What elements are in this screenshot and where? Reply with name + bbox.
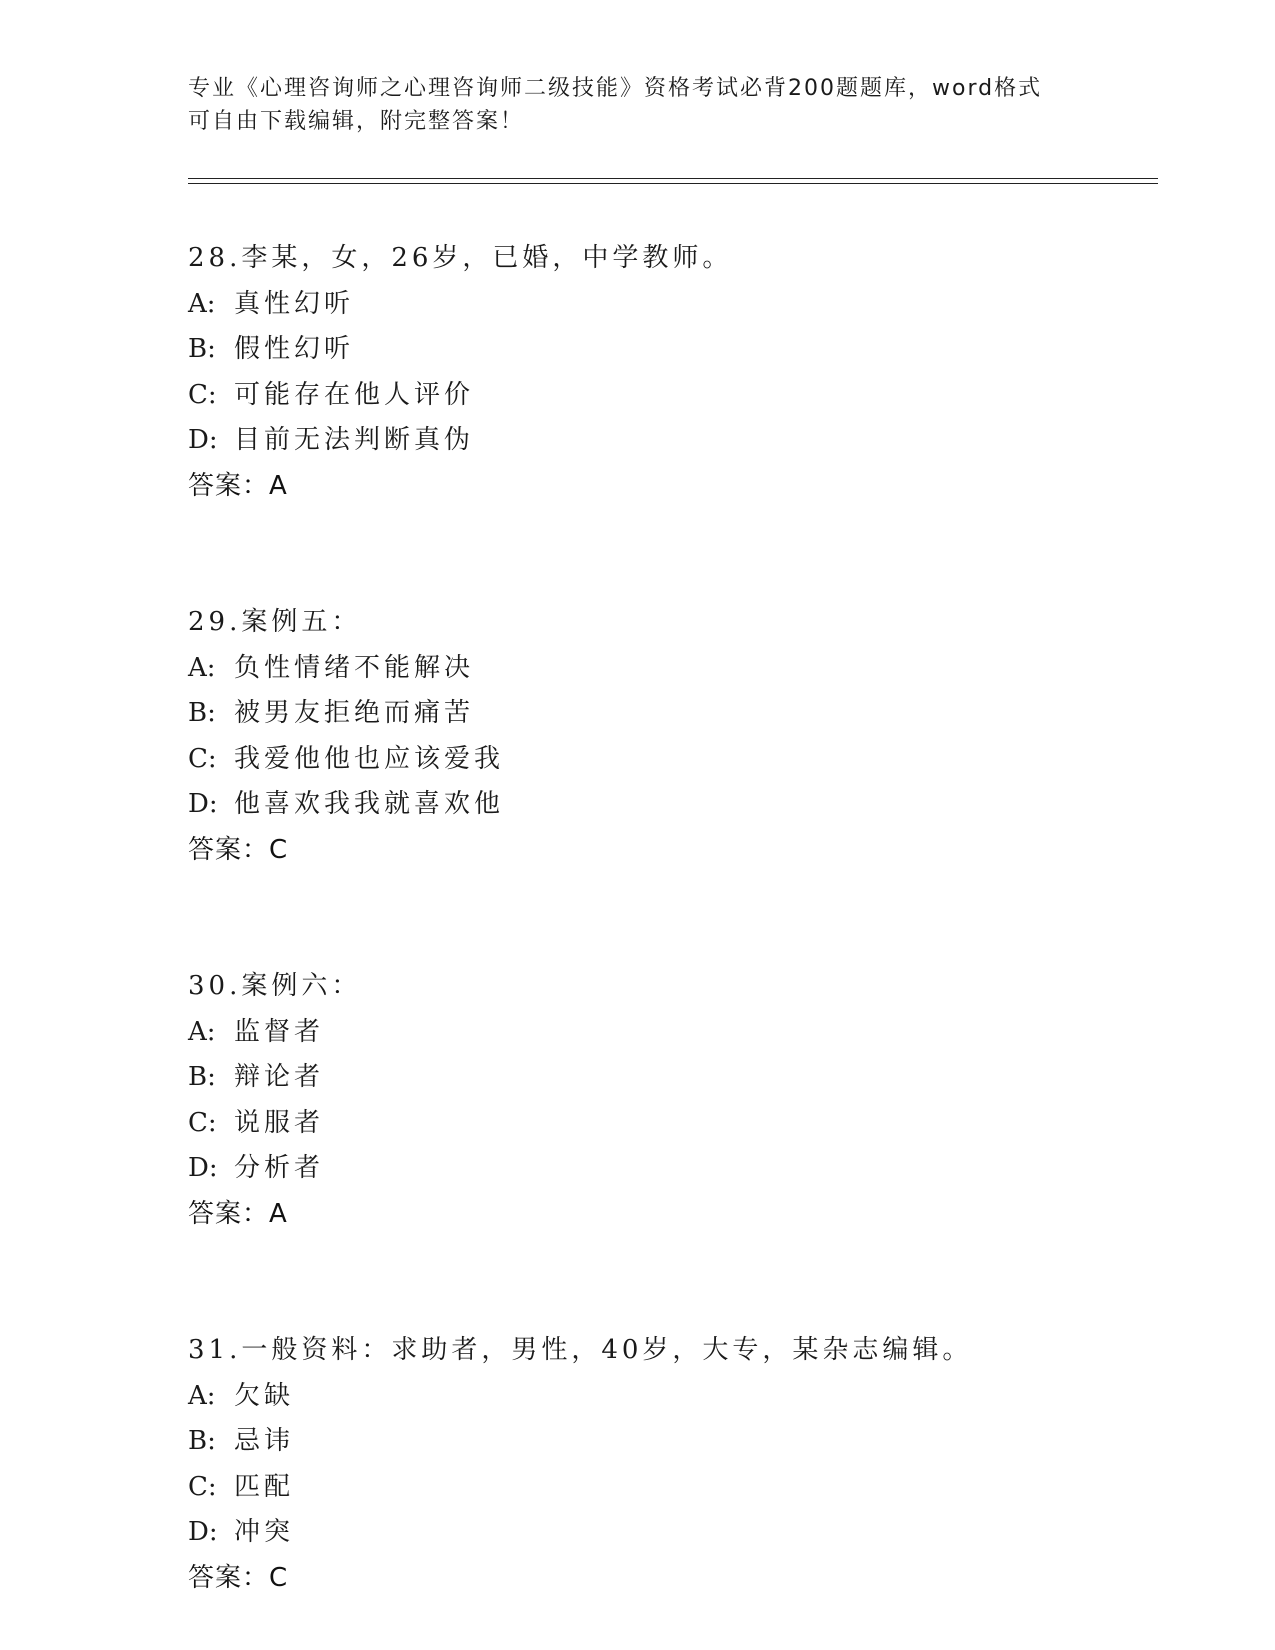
- option-text: 我爱他他也应该爱我: [234, 743, 505, 774]
- option-key: A:: [188, 1016, 216, 1047]
- option-key: B:: [188, 334, 216, 364]
- option-d: [188, 1510, 1168, 1556]
- option-text: 他喜欢我我就喜欢他: [234, 789, 505, 819]
- option-d: [188, 782, 1168, 828]
- question-item: [188, 600, 1168, 873]
- option-text: 真性幻听: [234, 288, 355, 319]
- header-title-line-1: 专业《心理咨询师之心理咨询师二级技能》资格考试必背200题题库，word格式: [188, 76, 1043, 101]
- option-key: C:: [188, 743, 217, 774]
- question-item: [188, 1328, 1168, 1601]
- option-text: 被男友拒绝而痛苦: [234, 698, 475, 728]
- option-key: D:: [188, 789, 218, 819]
- answer-line: 答案：C: [188, 834, 289, 865]
- header-divider-top: [188, 178, 1158, 179]
- question-list: [188, 236, 1168, 1601]
- option-key: A:: [188, 288, 216, 319]
- question-spacer: [188, 873, 1168, 964]
- option-b: [188, 1419, 1168, 1465]
- question-stem: 29.案例五：: [188, 607, 362, 637]
- option-key: C:: [188, 379, 217, 410]
- answer-line: 答案：A: [188, 1198, 288, 1229]
- option-a: [188, 1374, 1168, 1420]
- option-c: [188, 1101, 1168, 1147]
- option-text: 假性幻听: [234, 334, 355, 364]
- option-text: 负性情绪不能解决: [234, 652, 475, 683]
- option-key: B:: [188, 698, 216, 728]
- option-text: 冲突: [234, 1517, 295, 1547]
- option-text: 监督者: [234, 1016, 325, 1047]
- question-spacer: [188, 509, 1168, 600]
- option-key: D:: [188, 1153, 218, 1183]
- header-divider-bottom: [188, 183, 1158, 184]
- option-a: [188, 1010, 1168, 1056]
- option-text: 分析者: [234, 1153, 325, 1183]
- question-stem: 31.一般资料：求助者，男性，40岁，大专，某杂志编辑。: [188, 1335, 973, 1365]
- answer-line: 答案：C: [188, 1562, 289, 1593]
- option-b: [188, 1055, 1168, 1101]
- option-c: [188, 737, 1168, 783]
- option-key: C:: [188, 1471, 217, 1502]
- option-text: 忌讳: [234, 1426, 295, 1456]
- option-c: [188, 1465, 1168, 1511]
- option-text: 匹配: [234, 1471, 295, 1502]
- option-key: A:: [188, 652, 216, 683]
- option-text: 目前无法判断真伪: [234, 425, 475, 455]
- option-c: [188, 373, 1168, 419]
- option-b: [188, 691, 1168, 737]
- question-item: [188, 236, 1168, 509]
- question-stem: 28.李某，女，26岁，已婚，中学教师。: [188, 243, 733, 273]
- option-text: 欠缺: [234, 1380, 295, 1411]
- question-stem: 30.案例六：: [188, 971, 362, 1001]
- option-a: [188, 282, 1168, 328]
- option-key: C:: [188, 1107, 217, 1138]
- option-b: [188, 327, 1168, 373]
- option-key: B:: [188, 1062, 216, 1092]
- option-key: D:: [188, 425, 218, 455]
- option-text: 辩论者: [234, 1062, 325, 1092]
- option-key: D:: [188, 1517, 218, 1547]
- question-spacer: [188, 1237, 1168, 1328]
- header-title-line-2: 可自由下载编辑，附完整答案！: [188, 109, 525, 134]
- option-key: B:: [188, 1426, 216, 1456]
- option-a: [188, 646, 1168, 692]
- option-text: 可能存在他人评价: [234, 379, 475, 410]
- question-item: [188, 964, 1168, 1237]
- option-d: [188, 418, 1168, 464]
- answer-line: 答案：A: [188, 470, 288, 501]
- option-key: A:: [188, 1380, 216, 1411]
- document-header: [188, 72, 1088, 138]
- option-text: 说服者: [234, 1107, 325, 1138]
- option-d: [188, 1146, 1168, 1192]
